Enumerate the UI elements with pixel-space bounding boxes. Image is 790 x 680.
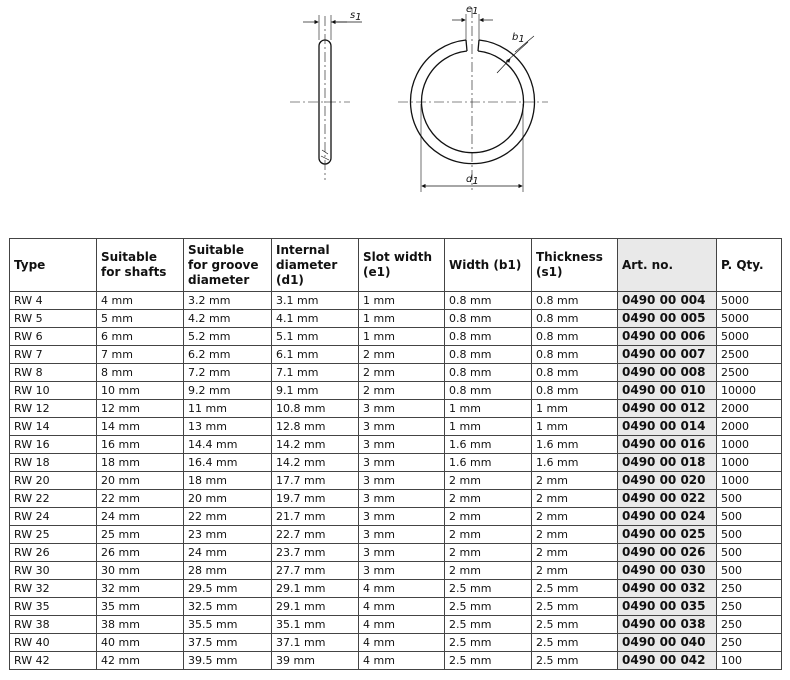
cell-groove: 5.2 mm bbox=[184, 328, 272, 346]
cell-slot: 1 mm bbox=[359, 310, 445, 328]
cell-groove: 24 mm bbox=[184, 544, 272, 562]
cell-slot: 4 mm bbox=[359, 598, 445, 616]
cell-type: RW 42 bbox=[10, 652, 97, 670]
cell-qty: 250 bbox=[717, 598, 782, 616]
cell-qty: 2000 bbox=[717, 400, 782, 418]
cell-shafts: 26 mm bbox=[97, 544, 184, 562]
cell-shafts: 25 mm bbox=[97, 526, 184, 544]
cell-thickness: 2.5 mm bbox=[532, 616, 618, 634]
cell-internal: 29.1 mm bbox=[272, 580, 359, 598]
cell-slot: 3 mm bbox=[359, 472, 445, 490]
cell-internal: 22.7 mm bbox=[272, 526, 359, 544]
table-row bbox=[10, 400, 782, 418]
cell-qty: 500 bbox=[717, 508, 782, 526]
cell-groove: 3.2 mm bbox=[184, 292, 272, 310]
cell-groove: 32.5 mm bbox=[184, 598, 272, 616]
cell-type: RW 10 bbox=[10, 382, 97, 400]
cell-type: RW 35 bbox=[10, 598, 97, 616]
cell-qty: 2500 bbox=[717, 364, 782, 382]
cell-thickness: 2 mm bbox=[532, 472, 618, 490]
cell-slot: 3 mm bbox=[359, 418, 445, 436]
cell-qty: 10000 bbox=[717, 382, 782, 400]
cell-type: RW 8 bbox=[10, 364, 97, 382]
cell-type: RW 4 bbox=[10, 292, 97, 310]
cell-thickness: 0.8 mm bbox=[532, 364, 618, 382]
cell-qty: 250 bbox=[717, 580, 782, 598]
cell-groove: 13 mm bbox=[184, 418, 272, 436]
table-row bbox=[10, 436, 782, 454]
cell-internal: 9.1 mm bbox=[272, 382, 359, 400]
cell-width: 2.5 mm bbox=[445, 580, 532, 598]
cell-thickness: 0.8 mm bbox=[532, 382, 618, 400]
cell-art: 0490 00 030 bbox=[618, 562, 717, 580]
cell-thickness: 2 mm bbox=[532, 544, 618, 562]
table-row bbox=[10, 382, 782, 400]
header-groove: Suitable for groove diameter bbox=[184, 239, 272, 292]
header-shafts: Suitable for shafts bbox=[97, 239, 184, 292]
table-row bbox=[10, 364, 782, 382]
cell-width: 2 mm bbox=[445, 526, 532, 544]
cell-groove: 29.5 mm bbox=[184, 580, 272, 598]
table-row bbox=[10, 580, 782, 598]
cell-art: 0490 00 005 bbox=[618, 310, 717, 328]
cell-slot: 3 mm bbox=[359, 490, 445, 508]
header-thickness: Thickness (s1) bbox=[532, 239, 618, 292]
cell-internal: 27.7 mm bbox=[272, 562, 359, 580]
table-row bbox=[10, 472, 782, 490]
cell-width: 0.8 mm bbox=[445, 364, 532, 382]
cell-groove: 28 mm bbox=[184, 562, 272, 580]
cell-shafts: 18 mm bbox=[97, 454, 184, 472]
cell-type: RW 12 bbox=[10, 400, 97, 418]
cell-groove: 9.2 mm bbox=[184, 382, 272, 400]
cell-shafts: 35 mm bbox=[97, 598, 184, 616]
cell-width: 2 mm bbox=[445, 562, 532, 580]
cell-width: 0.8 mm bbox=[445, 346, 532, 364]
cell-width: 0.8 mm bbox=[445, 292, 532, 310]
cell-internal: 14.2 mm bbox=[272, 454, 359, 472]
cell-slot: 2 mm bbox=[359, 346, 445, 364]
cell-art: 0490 00 018 bbox=[618, 454, 717, 472]
cell-groove: 22 mm bbox=[184, 508, 272, 526]
table-row bbox=[10, 346, 782, 364]
cell-art: 0490 00 025 bbox=[618, 526, 717, 544]
technical-drawing bbox=[0, 0, 790, 230]
cell-shafts: 4 mm bbox=[97, 292, 184, 310]
cell-shafts: 7 mm bbox=[97, 346, 184, 364]
cell-shafts: 42 mm bbox=[97, 652, 184, 670]
cell-type: RW 22 bbox=[10, 490, 97, 508]
cell-shafts: 5 mm bbox=[97, 310, 184, 328]
cell-internal: 4.1 mm bbox=[272, 310, 359, 328]
cell-type: RW 38 bbox=[10, 616, 97, 634]
cell-thickness: 2.5 mm bbox=[532, 580, 618, 598]
cell-slot: 4 mm bbox=[359, 616, 445, 634]
cell-thickness: 0.8 mm bbox=[532, 346, 618, 364]
table-row bbox=[10, 490, 782, 508]
table-row bbox=[10, 562, 782, 580]
cell-art: 0490 00 016 bbox=[618, 436, 717, 454]
cell-art: 0490 00 006 bbox=[618, 328, 717, 346]
cell-slot: 3 mm bbox=[359, 454, 445, 472]
cell-groove: 35.5 mm bbox=[184, 616, 272, 634]
cell-slot: 3 mm bbox=[359, 508, 445, 526]
cell-type: RW 30 bbox=[10, 562, 97, 580]
cell-qty: 2500 bbox=[717, 346, 782, 364]
cell-thickness: 0.8 mm bbox=[532, 310, 618, 328]
cell-shafts: 20 mm bbox=[97, 472, 184, 490]
cell-width: 1 mm bbox=[445, 418, 532, 436]
cell-width: 0.8 mm bbox=[445, 382, 532, 400]
cell-shafts: 12 mm bbox=[97, 400, 184, 418]
cell-groove: 4.2 mm bbox=[184, 310, 272, 328]
cell-slot: 4 mm bbox=[359, 580, 445, 598]
cell-groove: 23 mm bbox=[184, 526, 272, 544]
cell-slot: 4 mm bbox=[359, 652, 445, 670]
cell-type: RW 5 bbox=[10, 310, 97, 328]
thickness-dim-label: s1 bbox=[350, 10, 362, 23]
cell-slot: 3 mm bbox=[359, 544, 445, 562]
cell-type: RW 26 bbox=[10, 544, 97, 562]
cell-shafts: 32 mm bbox=[97, 580, 184, 598]
cell-thickness: 2 mm bbox=[532, 508, 618, 526]
cell-slot: 2 mm bbox=[359, 364, 445, 382]
cell-art: 0490 00 010 bbox=[618, 382, 717, 400]
cell-internal: 10.8 mm bbox=[272, 400, 359, 418]
cell-thickness: 0.8 mm bbox=[532, 292, 618, 310]
cell-slot: 3 mm bbox=[359, 562, 445, 580]
cell-width: 0.8 mm bbox=[445, 328, 532, 346]
cell-qty: 500 bbox=[717, 562, 782, 580]
cell-width: 1.6 mm bbox=[445, 436, 532, 454]
cell-type: RW 18 bbox=[10, 454, 97, 472]
cell-internal: 6.1 mm bbox=[272, 346, 359, 364]
cell-qty: 500 bbox=[717, 544, 782, 562]
cell-groove: 37.5 mm bbox=[184, 634, 272, 652]
cell-groove: 20 mm bbox=[184, 490, 272, 508]
cell-internal: 3.1 mm bbox=[272, 292, 359, 310]
cell-art: 0490 00 004 bbox=[618, 292, 717, 310]
table-row bbox=[10, 526, 782, 544]
cell-groove: 11 mm bbox=[184, 400, 272, 418]
cell-slot: 1 mm bbox=[359, 328, 445, 346]
cell-art: 0490 00 014 bbox=[618, 418, 717, 436]
cell-type: RW 25 bbox=[10, 526, 97, 544]
cell-width: 2.5 mm bbox=[445, 652, 532, 670]
cell-qty: 5000 bbox=[717, 328, 782, 346]
table-row bbox=[10, 616, 782, 634]
cell-internal: 21.7 mm bbox=[272, 508, 359, 526]
cell-qty: 250 bbox=[717, 616, 782, 634]
cell-thickness: 2.5 mm bbox=[532, 634, 618, 652]
cell-width: 2.5 mm bbox=[445, 634, 532, 652]
diameter-dim-label: d1 bbox=[466, 174, 479, 187]
cell-thickness: 2.5 mm bbox=[532, 652, 618, 670]
cell-slot: 3 mm bbox=[359, 526, 445, 544]
cell-internal: 39 mm bbox=[272, 652, 359, 670]
cell-art: 0490 00 032 bbox=[618, 580, 717, 598]
cell-qty: 1000 bbox=[717, 436, 782, 454]
cell-qty: 5000 bbox=[717, 292, 782, 310]
cell-type: RW 16 bbox=[10, 436, 97, 454]
table-row bbox=[10, 328, 782, 346]
cell-slot: 1 mm bbox=[359, 292, 445, 310]
cell-slot: 3 mm bbox=[359, 436, 445, 454]
cell-groove: 16.4 mm bbox=[184, 454, 272, 472]
cell-qty: 500 bbox=[717, 490, 782, 508]
header-type: Type bbox=[10, 239, 97, 292]
header-slot: Slot width (e1) bbox=[359, 239, 445, 292]
cell-qty: 500 bbox=[717, 526, 782, 544]
cell-thickness: 1 mm bbox=[532, 400, 618, 418]
cell-art: 0490 00 035 bbox=[618, 598, 717, 616]
cell-width: 2 mm bbox=[445, 544, 532, 562]
cell-thickness: 1.6 mm bbox=[532, 436, 618, 454]
cell-art: 0490 00 008 bbox=[618, 364, 717, 382]
cell-type: RW 32 bbox=[10, 580, 97, 598]
table-row bbox=[10, 634, 782, 652]
header-art-no: Art. no. bbox=[618, 239, 717, 292]
cell-type: RW 24 bbox=[10, 508, 97, 526]
cell-internal: 37.1 mm bbox=[272, 634, 359, 652]
cell-width: 2.5 mm bbox=[445, 598, 532, 616]
cell-thickness: 2.5 mm bbox=[532, 598, 618, 616]
cell-art: 0490 00 024 bbox=[618, 508, 717, 526]
cell-art: 0490 00 038 bbox=[618, 616, 717, 634]
cell-art: 0490 00 040 bbox=[618, 634, 717, 652]
cell-qty: 1000 bbox=[717, 454, 782, 472]
table-row bbox=[10, 652, 782, 670]
cell-shafts: 24 mm bbox=[97, 508, 184, 526]
front-view bbox=[398, 8, 548, 192]
cell-art: 0490 00 042 bbox=[618, 652, 717, 670]
cell-type: RW 40 bbox=[10, 634, 97, 652]
cell-art: 0490 00 020 bbox=[618, 472, 717, 490]
cell-internal: 14.2 mm bbox=[272, 436, 359, 454]
table-row bbox=[10, 454, 782, 472]
cell-groove: 6.2 mm bbox=[184, 346, 272, 364]
cell-groove: 18 mm bbox=[184, 472, 272, 490]
cell-internal: 19.7 mm bbox=[272, 490, 359, 508]
cell-shafts: 16 mm bbox=[97, 436, 184, 454]
cell-thickness: 2 mm bbox=[532, 562, 618, 580]
cell-internal: 7.1 mm bbox=[272, 364, 359, 382]
cell-type: RW 14 bbox=[10, 418, 97, 436]
cell-art: 0490 00 012 bbox=[618, 400, 717, 418]
cell-thickness: 1.6 mm bbox=[532, 454, 618, 472]
cell-qty: 5000 bbox=[717, 310, 782, 328]
product-table bbox=[9, 238, 782, 670]
cell-shafts: 8 mm bbox=[97, 364, 184, 382]
cell-qty: 100 bbox=[717, 652, 782, 670]
cell-internal: 35.1 mm bbox=[272, 616, 359, 634]
table-row bbox=[10, 598, 782, 616]
cell-internal: 12.8 mm bbox=[272, 418, 359, 436]
cell-internal: 17.7 mm bbox=[272, 472, 359, 490]
cell-type: RW 6 bbox=[10, 328, 97, 346]
header-internal: Internal diameter (d1) bbox=[272, 239, 359, 292]
cell-groove: 39.5 mm bbox=[184, 652, 272, 670]
cell-internal: 29.1 mm bbox=[272, 598, 359, 616]
cell-width: 2 mm bbox=[445, 490, 532, 508]
header-width: Width (b1) bbox=[445, 239, 532, 292]
table-row bbox=[10, 544, 782, 562]
cell-shafts: 38 mm bbox=[97, 616, 184, 634]
table-row bbox=[10, 310, 782, 328]
cell-slot: 4 mm bbox=[359, 634, 445, 652]
cell-shafts: 10 mm bbox=[97, 382, 184, 400]
width-dim-label: b1 bbox=[512, 32, 525, 45]
cell-qty: 1000 bbox=[717, 472, 782, 490]
cell-internal: 5.1 mm bbox=[272, 328, 359, 346]
cell-qty: 2000 bbox=[717, 418, 782, 436]
cell-shafts: 22 mm bbox=[97, 490, 184, 508]
cell-slot: 3 mm bbox=[359, 400, 445, 418]
slot-dim-label: e1 bbox=[466, 4, 479, 17]
cell-art: 0490 00 007 bbox=[618, 346, 717, 364]
cell-thickness: 0.8 mm bbox=[532, 328, 618, 346]
cell-shafts: 6 mm bbox=[97, 328, 184, 346]
header-row bbox=[10, 239, 782, 292]
header-qty: P. Qty. bbox=[717, 239, 782, 292]
table-row bbox=[10, 292, 782, 310]
cell-internal: 23.7 mm bbox=[272, 544, 359, 562]
side-view bbox=[290, 15, 362, 180]
cell-thickness: 2 mm bbox=[532, 526, 618, 544]
cell-groove: 7.2 mm bbox=[184, 364, 272, 382]
cell-width: 1 mm bbox=[445, 400, 532, 418]
cell-art: 0490 00 022 bbox=[618, 490, 717, 508]
cell-width: 2 mm bbox=[445, 472, 532, 490]
cell-width: 2 mm bbox=[445, 508, 532, 526]
cell-thickness: 1 mm bbox=[532, 418, 618, 436]
cell-shafts: 40 mm bbox=[97, 634, 184, 652]
cell-width: 0.8 mm bbox=[445, 310, 532, 328]
table-row bbox=[10, 508, 782, 526]
cell-slot: 2 mm bbox=[359, 382, 445, 400]
cell-thickness: 2 mm bbox=[532, 490, 618, 508]
cell-shafts: 14 mm bbox=[97, 418, 184, 436]
cell-type: RW 20 bbox=[10, 472, 97, 490]
cell-qty: 250 bbox=[717, 634, 782, 652]
cell-art: 0490 00 026 bbox=[618, 544, 717, 562]
cell-width: 1.6 mm bbox=[445, 454, 532, 472]
cell-shafts: 30 mm bbox=[97, 562, 184, 580]
cell-groove: 14.4 mm bbox=[184, 436, 272, 454]
cell-width: 2.5 mm bbox=[445, 616, 532, 634]
cell-type: RW 7 bbox=[10, 346, 97, 364]
table-row bbox=[10, 418, 782, 436]
